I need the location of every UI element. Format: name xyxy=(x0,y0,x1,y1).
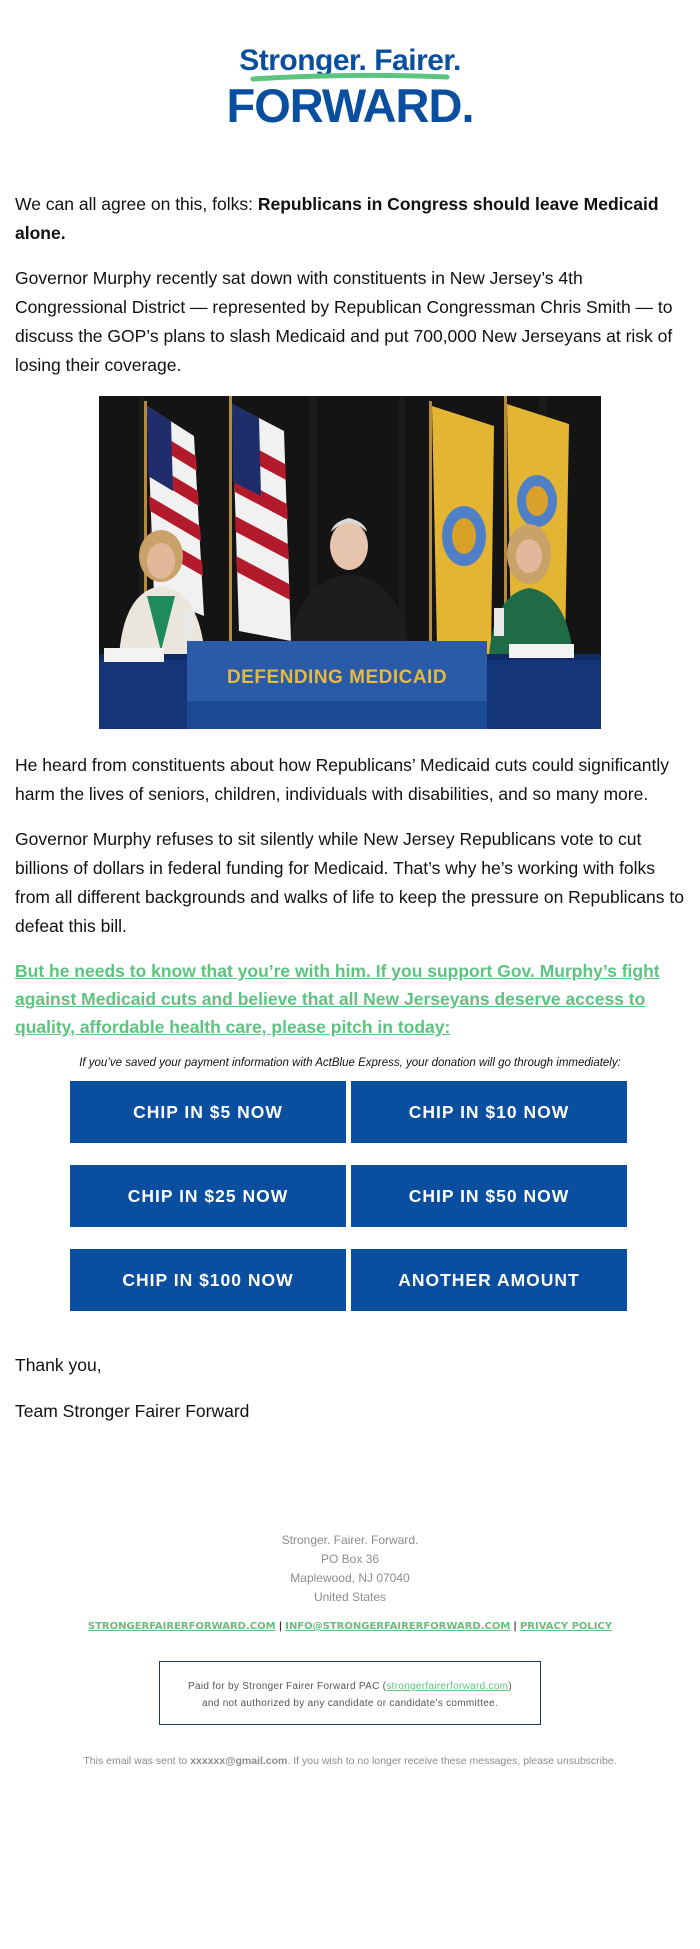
nj-flag-left xyxy=(429,401,494,656)
logo-graphic xyxy=(225,42,475,134)
sent-to-notice xyxy=(0,1755,700,1767)
donation-buttons xyxy=(70,1081,630,1311)
chip-in-50-button[interactable]: CHIP IN $50 NOW xyxy=(351,1165,627,1227)
paid-prefix: Paid for by Stronger Fairer Forward PAC ( xyxy=(188,1681,387,1692)
chip-in-5-button[interactable]: CHIP IN $5 NOW xyxy=(70,1081,346,1143)
chip-in-25-button[interactable]: CHIP IN $25 NOW xyxy=(70,1165,346,1227)
sent-suffix[interactable]: . If you wish to no longer receive these messages, please unsubscribe. xyxy=(287,1755,617,1767)
intro-lead: We can all agree on this, folks: xyxy=(15,194,258,214)
paragraph-2: He heard from constituents about how Republicans’ Medicaid cuts could significantly harm the lives of seniors, children, individuals with disabilities, and so many more. xyxy=(15,755,670,804)
brand-logo xyxy=(0,0,700,134)
address-line: Stronger. Fairer. Forward. xyxy=(281,1533,419,1547)
intro-paragraph xyxy=(15,190,685,248)
signature-text: Team Stronger Fairer Forward xyxy=(15,1401,250,1421)
address-line: United States xyxy=(313,1590,387,1604)
link-separator: | xyxy=(513,1621,517,1632)
sent-prefix: This email was sent to xyxy=(83,1755,191,1767)
mailing-address xyxy=(0,1531,700,1607)
address-line: PO Box 36 xyxy=(320,1552,380,1566)
recipient-email: xxxxxx@gmail.com xyxy=(190,1755,288,1767)
event-photo xyxy=(99,396,601,729)
address-line: Maplewood, NJ 07040 xyxy=(290,1571,410,1585)
link-separator: | xyxy=(278,1621,283,1632)
intro-bold: Republicans in Congress should leave Medicaid alone. xyxy=(15,194,659,243)
chip-in-10-button[interactable]: CHIP IN $10 NOW xyxy=(351,1081,627,1143)
email-link[interactable]: INFO@STRONGERFAIRERFORWARD.COM xyxy=(285,1621,511,1632)
paid-line-2: and not authorized by any candidate or candidate's committee. xyxy=(202,1698,498,1709)
banner-text: DEFENDING MEDICAID xyxy=(226,667,448,688)
privacy-policy-link[interactable]: PRIVACY POLICY xyxy=(519,1621,613,1632)
paid-suffix: ) xyxy=(508,1681,512,1692)
footer xyxy=(0,1531,700,1767)
logo-line1: Stronger. Fairer. xyxy=(239,44,461,77)
donate-cta-link[interactable]: But he needs to know that you’re with him. If you support Gov. Murphy’s fight against Medicaid cuts and believe that all New Jerseyans deserve access to quality, affordable health care, please pitch in today: xyxy=(15,961,660,1037)
another-amount-button[interactable]: ANOTHER AMOUNT xyxy=(351,1249,627,1311)
paid-for-disclaimer xyxy=(159,1661,541,1725)
paid-line-1 xyxy=(164,1678,536,1695)
main-content xyxy=(0,190,700,1425)
pac-website-link[interactable]: strongerfairerforward.com xyxy=(386,1681,509,1692)
footer-links xyxy=(0,1621,700,1632)
paragraph-1: Governor Murphy recently sat down with constituents in New Jersey’s 4th Congressional District — represented by Republican Congressman Chris Smith — to discuss the GOP’s plans to slash Medicaid and put 700,000 New Jerseyans at risk of losing their coverage. xyxy=(15,268,673,375)
paragraph-3: Governor Murphy refuses to sit silently while New Jersey Republicans vote to cut billions of dollars in federal funding for Medicaid. That’s why he’s working with folks from all different backgrounds and walks of life to keep the pressure on Republicans to defeat this bill. xyxy=(15,829,684,936)
thanks-text: Thank you, xyxy=(15,1355,102,1375)
logo-line2: FORWARD. xyxy=(226,79,474,132)
chip-in-100-button[interactable]: CHIP IN $100 NOW xyxy=(70,1249,346,1311)
actblue-express-note: If you’ve saved your payment information with ActBlue Express, your donation will go through immediately: xyxy=(79,1057,621,1069)
website-link[interactable]: STRONGERFAIRERFORWARD.COM xyxy=(87,1621,276,1632)
photo-container xyxy=(15,396,685,729)
